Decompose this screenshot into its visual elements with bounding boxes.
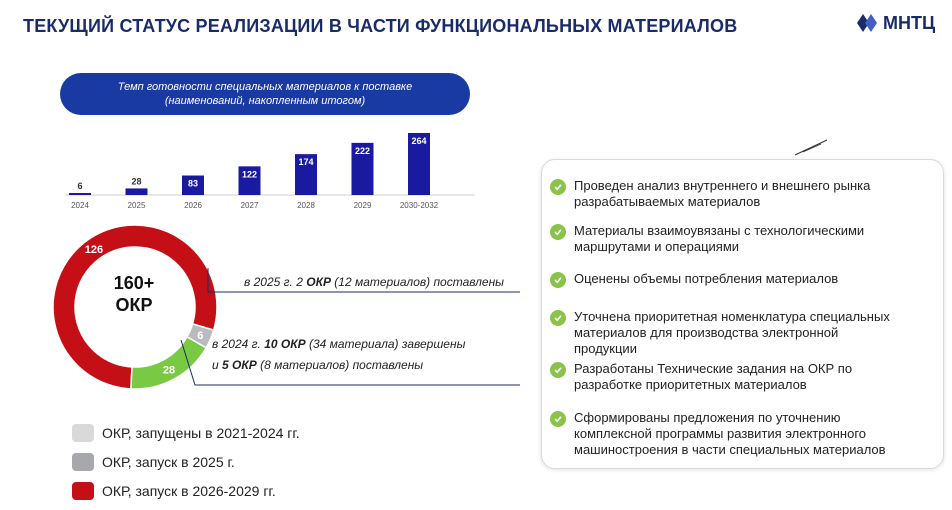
banner-line-1: Темп готовности специальных материалов к поставке — [117, 81, 413, 93]
status-item — [550, 410, 886, 458]
banner-line-2: (наименований, накопленным итогом) — [164, 95, 366, 107]
donut-slice-label: 126 — [84, 244, 104, 257]
annotation-2024-line1: в 2024 г. 10 ОКР (34 материала) завершены — [212, 337, 466, 351]
check-circle-icon — [550, 272, 566, 288]
status-text: Материалы взаимоувязаны с технологическими маршрутами и операциями — [574, 223, 865, 254]
status-text: Уточнена приоритетная номенклатура специальных материалов для производства электронной продукции — [574, 309, 890, 356]
bar-value-label: 122 — [241, 169, 258, 180]
annotation-2024-line2: и 5 ОКР (8 материалов) поставлены — [212, 358, 424, 372]
bar-category-label: 2026 — [184, 201, 202, 210]
legend-label: ОКР, запуск в 2025 г. — [102, 453, 235, 470]
bar-value-label: 83 — [187, 178, 199, 189]
bar-category-label: 2029 — [353, 201, 372, 210]
bar-value-label: 6 — [77, 181, 83, 191]
status-item — [550, 178, 870, 210]
page-title: ТЕКУЩИЙ СТАТУС РЕАЛИЗАЦИИ В ЧАСТИ ФУНКЦИОНАЛЬНЫХ МАТЕРИАЛОВ — [23, 16, 738, 36]
check-circle-icon — [550, 362, 566, 378]
bar-category-label: 2028 — [297, 201, 315, 210]
status-item — [550, 271, 838, 288]
legend-item — [72, 476, 300, 505]
bar-value-label: 174 — [298, 157, 314, 168]
status-panel — [541, 159, 944, 469]
bar-value-label: 264 — [411, 136, 427, 146]
status-text: Оценены объемы потребления материалов — [574, 271, 839, 286]
legend-swatch — [72, 482, 94, 500]
check-circle-icon — [550, 224, 566, 240]
legend-label: ОКР, запуск в 2026-2029 гг. — [102, 482, 276, 499]
logo-text: МНТЦ — [883, 12, 936, 33]
check-circle-icon — [550, 411, 566, 427]
status-item — [550, 361, 852, 393]
arrow-icon — [793, 138, 829, 158]
bar-value-label: 28 — [131, 176, 142, 187]
bar-category-label: 2025 — [127, 201, 146, 210]
status-text: Сформированы предложения по уточнению комплексной программы развития электронного машиностроения в части специальных материалов — [574, 410, 886, 457]
legend-item — [72, 418, 300, 447]
legend-label: ОКР, запущены в 2021-2024 гг. — [102, 424, 300, 441]
donut-center-number: 160+ — [113, 273, 155, 293]
bar-category-label: 2024 — [71, 201, 89, 210]
status-text: Проведен анализ внутреннего и внешнего рынка разрабатываемых материалов — [574, 178, 871, 209]
legend-swatch — [72, 424, 94, 442]
check-circle-icon — [550, 179, 566, 195]
status-item — [550, 309, 890, 357]
donut-legend — [72, 418, 300, 505]
annotation-2025: в 2025 г. 2 ОКР (12 материалов) поставлены — [244, 275, 505, 289]
check-circle-icon — [550, 310, 566, 326]
status-text: Разработаны Технические задания на ОКР по разработке приоритетных материалов — [574, 361, 853, 392]
bar-value-label: 222 — [354, 145, 371, 156]
bar-category-label: 2027 — [240, 201, 259, 210]
bar-category-label: 2030-2032 — [399, 201, 439, 210]
legend-item — [72, 447, 300, 476]
donut-center-unit: ОКР — [115, 295, 153, 315]
donut-slice-label: 28 — [162, 364, 176, 377]
donut-slice-label: 6 — [197, 329, 204, 342]
status-item — [550, 223, 864, 255]
legend-swatch — [72, 453, 94, 471]
